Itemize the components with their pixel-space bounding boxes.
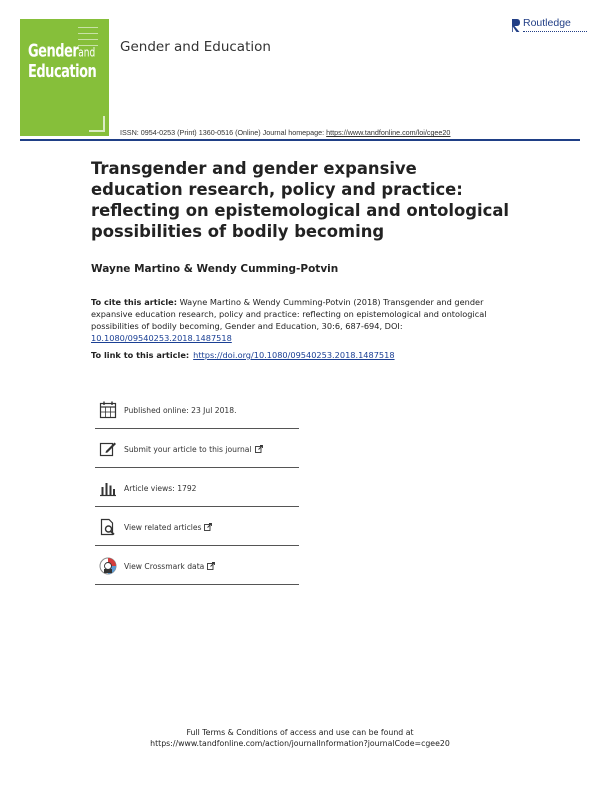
article-doi-url-link[interactable]: https://doi.org/10.1080/09540253.2018.1487518 — [193, 350, 395, 360]
crossmark-link[interactable] — [124, 562, 215, 572]
journal-homepage-link[interactable]: https://www.tandfonline.com/loi/cgee20 — [326, 128, 451, 137]
article-link-label: To link to this article: — [91, 350, 190, 360]
journal-name: Gender and Education — [120, 39, 271, 55]
submit-article-label: Submit your article to this journal — [124, 445, 252, 454]
terms-footer — [0, 727, 600, 749]
article-title: Transgender and gender expansive education research, policy and practice: reflecting on epistemological and ontological possibilities of bodily becoming — [91, 159, 510, 241]
related-documents-icon — [99, 518, 117, 536]
cover-corner-mark — [89, 116, 105, 132]
info-row-published — [95, 395, 299, 429]
article-authors: Wayne Martino & Wendy Cumming-Potvin — [91, 263, 339, 275]
info-row-submit[interactable] — [95, 434, 299, 468]
article-views: Article views: 1792 — [124, 484, 197, 493]
calendar-icon — [99, 401, 117, 419]
info-row-crossmark[interactable] — [95, 551, 299, 585]
submit-article-link[interactable] — [124, 445, 263, 455]
journal-cover-image — [20, 19, 109, 136]
citation-text: Wayne Martino & Wendy Cumming-Potvin (2018) Transgender and gender expansive education research, policy and practice: reflecting on epistemological and ontological possibilities of bodily becoming, Gender and Education, 30:6, 687-694, DOI: — [91, 297, 487, 331]
publisher-logo — [511, 15, 589, 45]
publisher-name: Routledge — [523, 17, 571, 29]
terms-footer-url[interactable]: https://www.tandfonline.com/action/journalInformation?journalCode=cgee20 — [150, 739, 450, 748]
header-divider — [20, 139, 580, 141]
published-date: Published online: 23 Jul 2018. — [124, 406, 237, 415]
routledge-logo-icon — [511, 18, 520, 32]
crossmark-label: View Crossmark data — [124, 562, 205, 571]
info-row-related[interactable] — [95, 512, 299, 546]
citation-doi-link[interactable]: 10.1080/09540253.2018.1487518 — [91, 333, 232, 343]
issn-text: ISSN: 0954-0253 (Print) 1360-0516 (Online) Journal homepage: — [120, 128, 325, 137]
related-articles-label: View related articles — [124, 523, 202, 532]
info-row-views — [95, 473, 299, 507]
issn-line — [120, 128, 450, 137]
bar-chart-icon — [99, 479, 117, 497]
publisher-tagline-rule — [523, 31, 587, 34]
edit-icon — [99, 440, 117, 458]
citation-block — [91, 296, 501, 344]
terms-footer-line-1: Full Terms & Conditions of access and use can be found at — [186, 728, 414, 737]
cover-title-word-2: Education — [28, 61, 97, 83]
external-link-icon — [207, 562, 215, 572]
article-link-line — [91, 350, 395, 360]
related-articles-link[interactable] — [124, 523, 212, 533]
crossmark-icon — [99, 557, 117, 575]
external-link-icon — [255, 445, 263, 455]
external-link-icon — [204, 523, 212, 533]
citation-label: To cite this article: — [91, 297, 177, 307]
cover-title-and: and — [78, 47, 96, 61]
cover-title-word-1: Gender — [28, 41, 79, 62]
cover-title — [28, 43, 96, 82]
